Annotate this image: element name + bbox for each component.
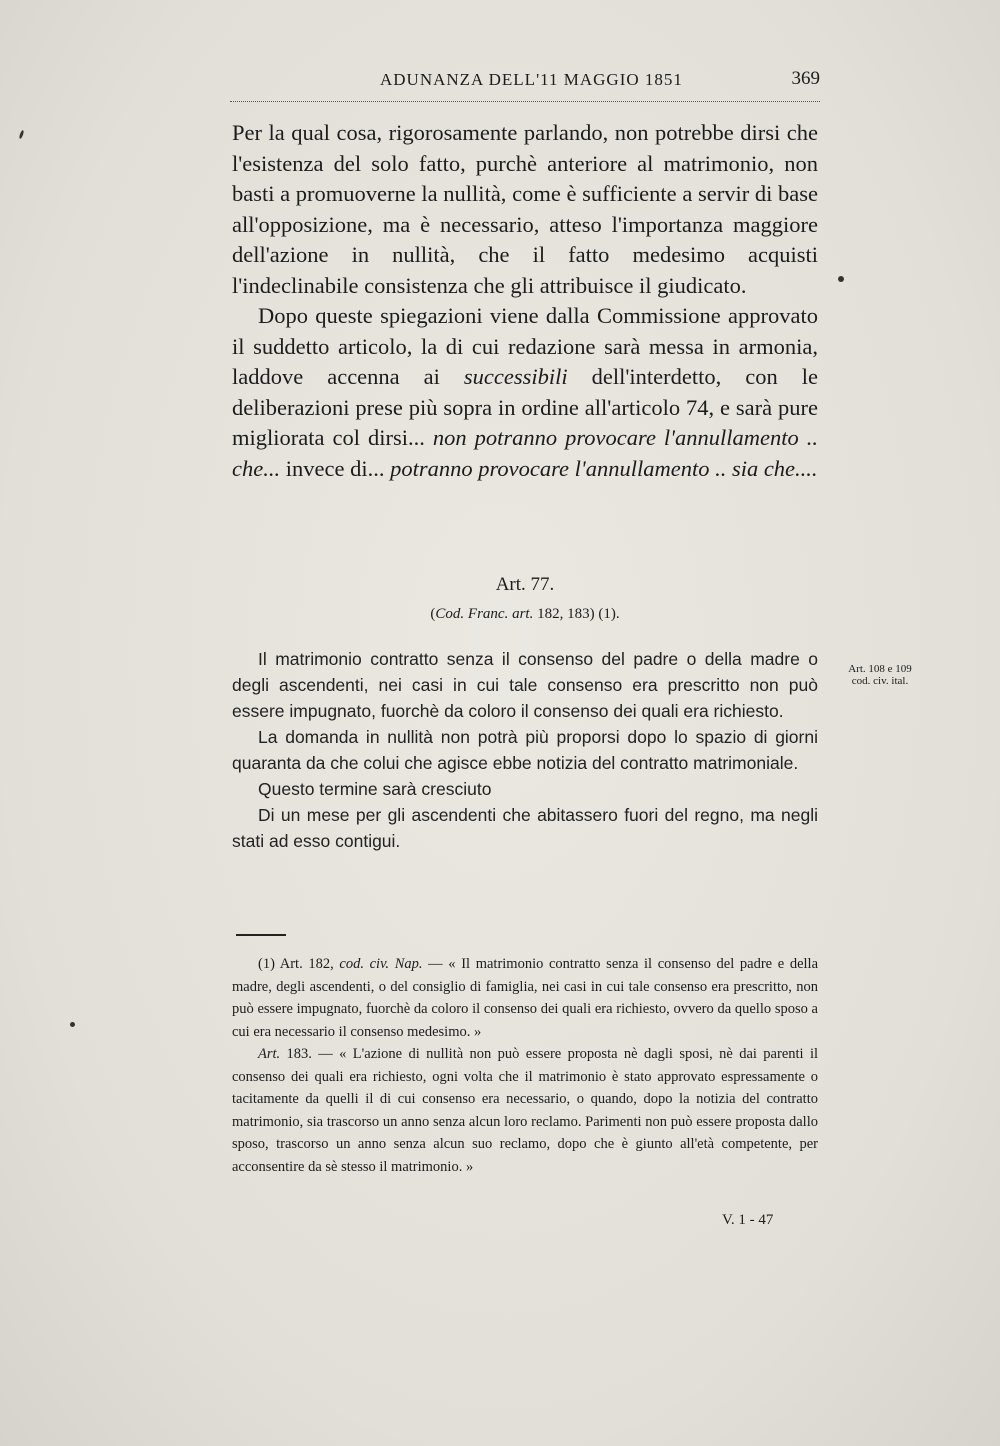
footnote-1-text-c: — « Il matrimonio contratto senza il consenso del padre e della madre, degli ascendenti, o del consiglio di famiglia, nei casi in cui tale consenso era prescritto, non può essere impugnato, fuorchè da coloro il consenso dei quali era richiesto, ovvero da quello sposo a cui era necessario il consenso medesimo. » (232, 956, 819, 1040)
article-paragraph-4: Di un mese per gli ascendenti che abitassero fuori del regno, ma negli stati ad esso contigui. (232, 805, 818, 851)
page-number: 369 (791, 68, 820, 89)
footnote-1-text-a: (1) Art. 182, (258, 956, 340, 972)
paragraph-2 (232, 301, 818, 484)
paragraph-2-text-a: Dopo queste spiegazioni viene dalla Commissione approvato il suddetto articolo, la di cui redazione sarà messa in armonia, laddove accenna ai (232, 303, 818, 389)
article-reference-numbers: 182, 183) (1). (533, 606, 620, 622)
article-body (232, 646, 818, 854)
running-head: ADUNANZA DELL'11 MAGGIO 1851 (380, 70, 683, 89)
page-header (230, 66, 820, 96)
footnotes (232, 953, 818, 1178)
paragraph-2-italic-quote-1: non potranno provocare l'annullamento .. che... (232, 425, 818, 481)
margin-note-line-1: Art. 108 e 109 (848, 663, 912, 675)
paragraph-2-text-e: invece di... (280, 455, 391, 481)
article-paragraph-1: Il matrimonio contratto senza il consenso del padre o della madre o degli ascendenti, nei casi in cui tale consenso era prescritto non può essere impugnato, fuorchè da coloro il consenso dei quali era richiesto. (232, 649, 818, 721)
margin-note (830, 663, 930, 687)
article-reference: (Cod. Franc. art. 182, 183) (1). (430, 606, 620, 622)
footnote-2 (232, 1043, 818, 1178)
article-paragraph-3: Questo termine sarà cresciuto (258, 779, 492, 799)
ink-speck (838, 276, 844, 282)
footnote-2-art: Art. (258, 1046, 281, 1062)
paragraph-1: Per la qual cosa, rigorosamente parlando, non potrebbe dirsi che l'esistenza del solo fatto, purchè anteriore al matrimonio, non basti a promuoverne la nullità, come è sufficiente a servir di base all'opposizione, ma è necessario, atteso l'importanza maggiore dell'azione in nullità, che il fatto medesimo acquisti l'indeclinabile consistenza che gli attribuisce il giudicato. (232, 120, 818, 298)
header-rule (230, 101, 820, 102)
footnote-2-text: 183. — « L'azione di nullità non può essere proposta nè dagli sposi, nè dai parenti il consenso dei quali era richiesto, ogni volta che il matrimonio è stato approvato espressamente o tacitamente da quelli il di cui consenso era necessario, o quando, dopo la notizia del contratto matrimonio, sia trascorso un anno senza alcun loro reclamo. Parimenti non può essere proposta dallo sposo, trascorso un anno senza alcun suo reclamo, dopo che è giunto all'età competente, per acconsentire da sè stesso il matrimonio. » (232, 1046, 818, 1175)
footnote-1-code: cod. civ. Nap. (339, 956, 423, 972)
paragraph-2-italic-quote-2: potranno provocare l'annullamento .. sia che.... (390, 455, 818, 481)
ink-speck (70, 1022, 75, 1027)
article-reference-code: Cod. Franc. art. (435, 606, 534, 622)
footnote-rule (236, 934, 286, 936)
paragraph-2-italic-successibili: successibili (463, 364, 568, 389)
paragraph-2-text-c: dell'interdetto, con le deliberazioni prese più sopra in ordine all'articolo 74, e sarà pure migliorata col dirsi... (232, 364, 818, 450)
article-title: Art. 77. (495, 574, 555, 595)
ink-speck (19, 130, 25, 139)
main-text (232, 118, 818, 484)
printer-signature: V. 1 - 47 (722, 1212, 774, 1228)
article-paragraph-2: La domanda in nullità non potrà più proporsi dopo lo spazio di giorni quaranta da che colui che agisce ebbe notizia del contratto matrimoniale. (232, 727, 818, 773)
margin-note-line-2: cod. civ. ital. (851, 675, 909, 687)
footnote-1 (232, 953, 818, 1043)
